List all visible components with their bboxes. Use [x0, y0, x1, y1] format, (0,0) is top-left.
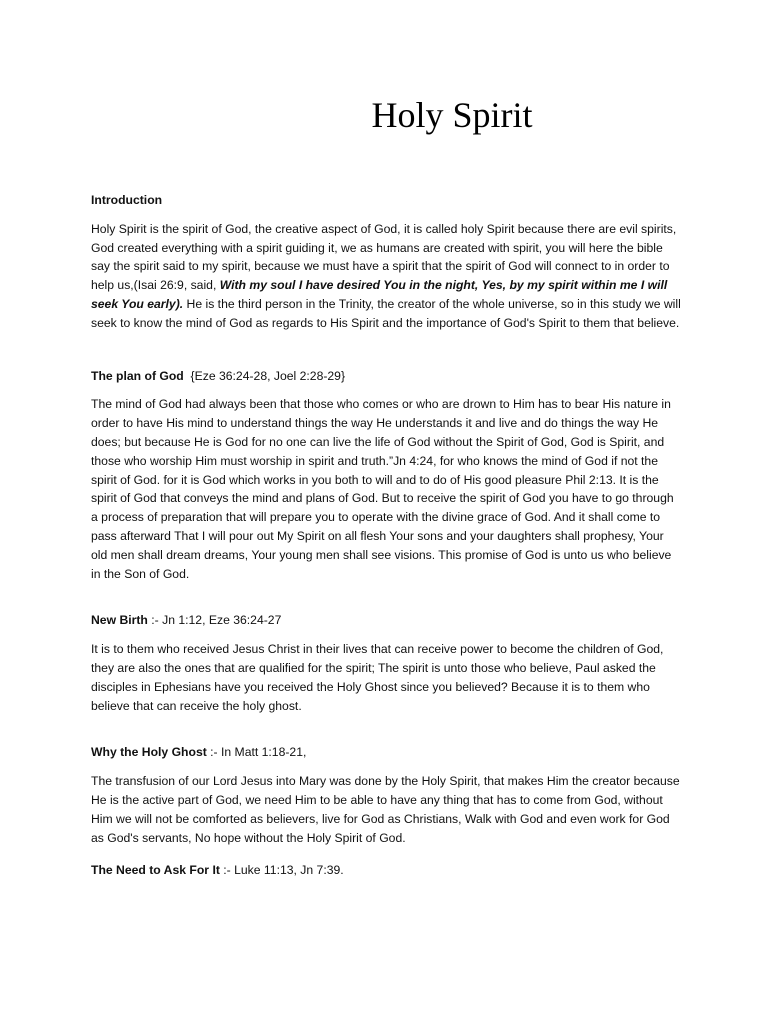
section-heading-need	[91, 861, 681, 880]
heading-introduction: Introduction	[91, 193, 163, 207]
heading-new-birth: New Birth	[91, 613, 148, 628]
why-reference: :- In Matt 1:18-21,	[206, 745, 307, 760]
heading-need: The Need to Ask For It	[91, 863, 220, 878]
intro-quote: With my soul I have desired You in the night, Yes, by my spirit within me I will seek You early).	[91, 278, 668, 311]
intro-text-end: He is the third person in the Trinity, the creator of the whole universe, so in this study we will seek to know the mind of God as regards to His Spirit and the importance of God's Spirit to them that believe.	[91, 296, 681, 330]
document-body	[91, 191, 681, 880]
paragraph-plan: The mind of God had always been that those who comes or who are drown to Him has to bear His nature in order to have His mind to understand things the way He understands it and live and do things the way He does; but because He is God for no one can live the life of God without the Spirit of God, God is Spirit, and those who worship Him must worship in spirit and truth.”Jn 4:24, for who knows the mind of God if not the spirit of God. for it is God which works in you both to will and to do of His good pleasure Phil 2:13. It is the spirit of God that conveys the mind and plans of God. But to receive the spirit of God you have to go through a process of preparation that will prepare you to operate with the divine grace of God. And it shall come to pass afterward That I will pour out My Spirit on all flesh Your sons and your daughters shall prophesy, Your old men shall dream dreams, Your young men shall see visions. This promise of God is unto us who believe in the Son of God.	[91, 397, 674, 581]
paragraph-why: The transfusion of our Lord Jesus into Mary was done by the Holy Spirit, that makes Him the creator because He is the active part of God, we need Him to be able to have any thing that has to come from God, without Him we will not be comforted as believers, live for God as Christians, Walk with God and even work for God as God's servants, No hope without the Holy Spirit of God.	[91, 774, 680, 845]
section-heading-introduction	[91, 191, 681, 210]
paragraph-new-birth: It is to them who received Jesus Christ in their lives that can receive power to become the children of God, they are also the ones that are qualified for the spirit; The spirit is unto those who believe, Paul asked the disciples in Ephesians have you received the Holy Ghost since you believed? Because it is to them who believe that can receive the holy ghost.	[91, 642, 664, 713]
heading-why: Why the Holy Ghost	[91, 745, 207, 760]
need-reference: :- Luke 11:13, Jn 7:39.	[219, 863, 344, 878]
section-heading-why	[91, 743, 681, 762]
plan-reference: {Eze 36:24-28, Joel 2:28-29}	[183, 368, 346, 383]
intro-text-start: Holy Spirit is the spirit of God, the creative aspect of God, it is called holy Spirit because there are evil spirits, God created everything with a spirit guiding it, we as humans are created with spirit, you will here the bible say the spirit said to my spirit, because we must have a spirit that the spirit of God will connect to in order to help us,(Isai 26:9, said,	[91, 221, 677, 293]
section-heading-new-birth	[91, 611, 681, 630]
heading-plan: The plan of God	[91, 368, 184, 383]
section-heading-plan	[91, 367, 681, 386]
new-birth-reference: :- Jn 1:12, Eze 36:24-27	[147, 613, 282, 628]
paragraph-introduction	[91, 220, 681, 333]
document-title: Holy Spirit	[371, 95, 533, 135]
